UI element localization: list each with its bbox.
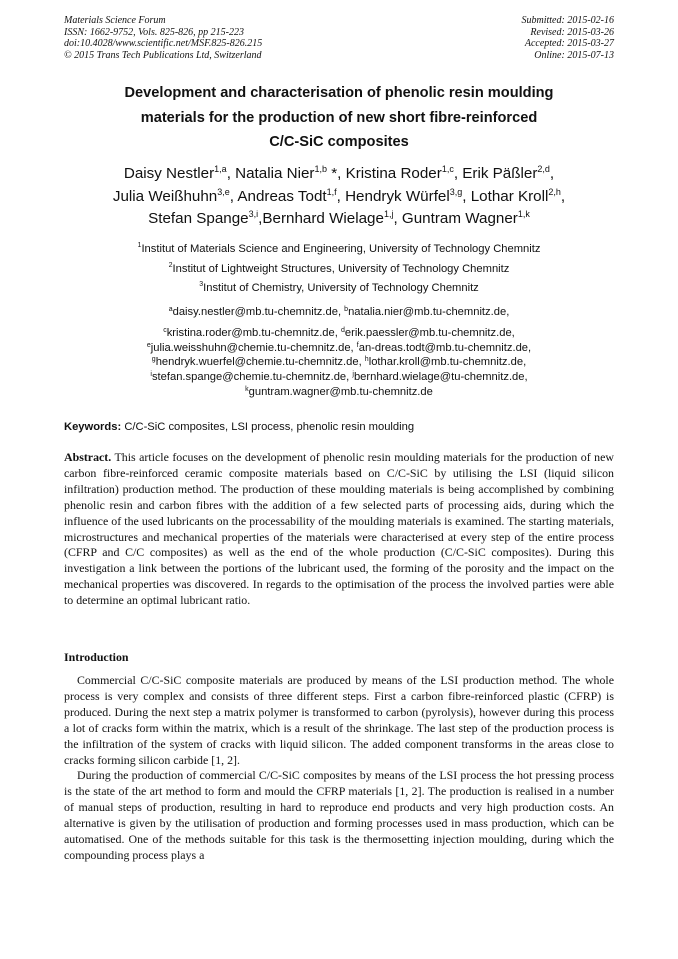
title-line: Development and characterisation of phenolic resin moulding [124,85,554,101]
introduction-body [64,673,614,864]
author-name: Kristina Roder [345,165,442,182]
email-sup: j [352,371,354,379]
email-address[interactable]: bernhard.wielage@tu-chemnitz.de, [353,371,528,384]
author-sep: , [453,165,463,182]
email-sup: e [146,341,151,349]
author-name: Lothar Kroll [470,187,549,205]
author-sup: 1,j [383,209,394,219]
author-sup: 1,a [214,164,227,174]
section-heading-introduction: Introduction [64,650,129,664]
affiliation-text: Institut of Lightweight Structures, University of Technology Chemnitz [172,262,510,275]
email-sup: i [150,371,152,379]
affiliation [40,279,638,299]
author-sep: , [560,187,566,205]
email-address[interactable]: kristina.roder@mb.tu-chemnitz.de, [166,326,341,339]
author-name: Erik Päßler [462,165,538,182]
email-address[interactable]: hendryk.wuerfel@chemie.tu-chemnitz.de, [155,356,365,369]
affiliation-sup: 2 [168,261,173,269]
keywords-label: Keywords: [64,421,122,433]
author-name: Andreas Todt [237,187,327,205]
abstract-label: Abstract. [64,450,112,464]
affiliation [40,260,638,280]
author-sep: *, [327,165,346,182]
author-name: Bernhard Wielage [262,210,384,227]
date-submitted: Submitted: 2015-02-16 [521,15,614,26]
paper-title [64,81,614,155]
affiliation-sup: 3 [199,281,204,288]
email-list [40,305,638,400]
title-line: C/C-SiC composites [269,134,409,150]
journal-copyright: © 2015 Trans Tech Publications Ltd, Switzerland [64,49,262,61]
author-name: Hendryk Würfel [345,187,450,205]
author-sup: 3,g [449,186,463,197]
journal-name: Materials Science Forum [64,15,166,26]
author-sup: 1,k [517,209,530,219]
author-sup: 2,d [537,164,550,174]
email-address[interactable]: lothar.kroll@mb.tu-chemnitz.de, [368,356,527,369]
email-line [40,385,638,400]
author-list [40,163,638,231]
email-address[interactable]: guntram.wagner@mb.tu-chemnitz.de [248,385,433,398]
author-sep: , [393,210,402,227]
paragraph: Commercial C/C-SiC composite materials are produced by means of the LSI production method. The whole process is very complex and consists of three different steps. First a carbon fibre-reinforced plastic (CFRP) is produced. During the next step a matrix polymer is transformed to carbon (pyrolysis), however during this process a lot of cracks form within the matrix, which is a result of the shrinkage. The last step of the production process is the infiltration of the system of cracks with liquid silicon. The added component transforms in the areas close to cracks forming silicon carbide [1, 2]. [64,673,614,767]
keywords-text: C/C-SiC composites, LSI process, phenolic resin moulding [124,421,415,433]
email-sup: d [340,326,345,334]
affiliation-list [40,240,638,299]
email-address[interactable]: daisy.nestler@mb.tu-chemnitz.de, [172,306,345,318]
email-address[interactable]: erik.paessler@mb.tu-chemnitz.de, [344,326,515,339]
date-accepted: Accepted: 2015-03-27 [524,38,614,49]
title-line: materials for the production of new short fibre-reinforced [140,109,538,126]
author-name: Stefan Spange [148,210,249,227]
abstract [64,450,614,609]
email-sup: g [151,356,156,364]
email-line [40,370,638,385]
submission-dates [522,15,615,61]
author-sep: , [462,187,471,205]
keywords [64,420,614,434]
author-line [40,163,638,186]
email-line [40,305,638,320]
author-sup: 2,h [548,186,561,197]
email-sup: b [344,306,349,313]
email-line [40,341,638,356]
author-sep: , [226,165,236,182]
date-revised: Revised: 2015-03-26 [530,26,614,38]
author-sup: 3,e [217,186,230,197]
affiliation-sup: 1 [137,242,142,249]
author-line [40,186,638,209]
journal-doi[interactable]: doi:10.4028/www.scientific.net/MSF.825-826.215 [64,38,263,49]
email-sup: k [245,385,249,393]
email-sup: h [364,356,369,364]
journal-issn: ISSN: 1662-9752, Vols. 825-826, pp 215-223 [64,26,244,38]
email-line [40,355,638,370]
author-name: Natalia Nier [235,165,315,182]
author-sep: , [229,187,238,205]
email-address[interactable]: an-dreas.todt@mb.tu-chemnitz.de, [358,341,532,354]
email-address[interactable]: natalia.nier@mb.tu-chemnitz.de, [348,306,510,318]
author-sep: , [336,187,346,205]
abstract-text: This article focuses on the development of phenolic resin moulding materials for the production of new carbon fibre-reinforced ceramic composite materials based on C/C-SiC by utilising the LSI (liquid silicon infiltration) production method. The production of these moulding materials is being accomplished by combining phenolic resin and carbon fibres with the addition of a few selected parts of processing aids, during which the influence of the used lubricants on the processability of the moulding materials is examined. The starting materials, microstructures and mechanical properties of the materials were characterised at every step of the entire process (CFRP and C/C composites) as well as the end of the whole production (C/C-SiC composites). During this investigation a link between the portions of the lubricant used, the forming of the porosity and the impact on the mechanical properties was discovered. In regards to the optimisation of the process the involved parties were able to determine an optimal lubricant ratio. [64,450,614,608]
author-line [40,208,638,231]
author-sep: , [258,210,263,227]
email-sup: f [356,341,359,349]
author-name: Daisy Nestler [123,165,215,182]
author-sup: 1,c [441,164,454,174]
email-sup: c [163,326,167,334]
affiliation-text: Institut of Chemistry, University of Technology Chemnitz [203,282,479,294]
author-sup: 1,b [314,164,327,174]
email-address[interactable]: julia.weisshuhn@chemie.tu-chemnitz.de, [150,341,357,354]
email-address[interactable]: stefan.spange@chemie.tu-chemnitz.de, [151,371,353,384]
author-name: Julia Weißhuhn [112,187,218,205]
paragraph: During the production of commercial C/C-SiC composites by means of the LSI process the hot pressing process is the state of the art method to form and mould the CFRP materials [1, 2]. The production is realised in a number of manual steps of production, resulting in hard to reproduce end products and very high production costs. An alternative is given by the utilisation of production and forming processes used in mass production, which can be automatised. One of the methods suitable for this task is the thermosetting injection moulding, during which the compounding process plays a [64,768,614,862]
author-sep: , [549,165,555,182]
affiliation [40,240,638,260]
affiliation-text: Institut of Materials Science and Engineering, University of Technology Chemnitz [141,243,541,255]
author-sup: 3,i [248,209,259,219]
author-sup: 1,f [326,186,337,197]
journal-info [64,15,262,61]
date-online: Online: 2015-07-13 [534,49,614,61]
email-sup: a [168,306,173,313]
author-name: Guntram Wagner [401,210,518,227]
email-line [40,326,638,341]
